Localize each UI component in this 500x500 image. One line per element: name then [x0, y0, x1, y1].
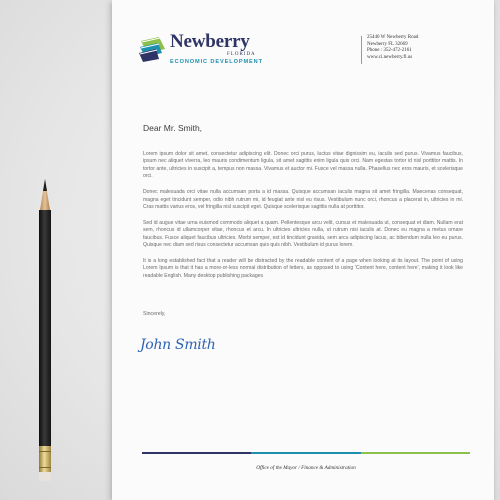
logo-tagline: ECONOMIC DEVELOPMENT: [170, 59, 263, 65]
contact-website: www.ci.newberry.fl.us: [367, 54, 413, 60]
footer-color-bar: [142, 452, 470, 454]
letter-paragraph: Donec malesuada orci vitae nulla accumsan porta a id massa. Quisque accumsan iaculis magna sit amet fringilla. Maecenas consequat, magna eget tincidunt semper, odio nibh rutrum mi, id feugiat ante nisl eu risus. Vestibulum nunc orci, rhoncus a placerat in, ultricies in mi. Cras mattis varius eros, vel fringilla nisl suscipit eget. Quisque scelerisque sagittis nulla at porttitor.: [143, 189, 463, 210]
contact-block: [367, 35, 418, 61]
footer-bar-green: [361, 452, 470, 454]
letter-body: [143, 151, 463, 289]
newberry-logo-mark-icon: [139, 35, 167, 63]
footer-bar-teal: [251, 452, 360, 454]
footer-department: Office of the Mayor / Finance & Administration: [256, 465, 356, 471]
letter-salutation: Dear Mr. Smith,: [143, 123, 203, 133]
contact-address-line1: 25440 W Newberry Road: [367, 35, 419, 40]
contact-phone: Phone : 352-472-2161: [367, 48, 412, 53]
letter-paragraph: Lorem ipsum dolor sit amet, consectetur adipiscing elit. Donec orci purus, luctus vitae dignissim eu, iaculis sed purus. Vivamus faucibus, ipsum nec aliquet viverra, leo mauris condimentum ligula, sit amet sagittis enim ligula quis orci. Nam egestas tortor id nisl porttitor mattis. In tortor ante, ultricies in suscipit a, tempus non massa. Vivamus et auctor mi. Fusce vel massa nulla. Phasellus nec eros mauris, et scelerisque orci.: [143, 151, 463, 180]
pencil-icon: [30, 176, 60, 486]
letter-paragraph: Sed id augue vitae urna euismod commodo aliquet a quam. Pellentesque arcu velit, cursus et malesuada ut, consequat et diam. Nullam erat sem, rhoncus id ullamcorper vitae, rhoncus et arcu. In ultricies ultricies nulla, ut rutrum nisi iaculis at. Donec eu magna a metus ornare faucibus. Fusce aliquet faucibus ultricies. Morbi semper, est id tincidunt gravida, sem arcu adipiscing lacus, ac bibendum nulla leo eu purus. Quisque nec diam sed risus consectetur accumsan quis quis nibh. Vestibulum id purus lorem.: [143, 219, 463, 249]
newberry-logo: [139, 33, 264, 67]
letter-paragraph: It is a long established fact that a reader will be distracted by the readable content of a page when looking at its layout. The point of using Lorem Ipsum is that it has a more-or-less normal distribution of letters, as opposed to using 'Content here, content here', making it look like readable English. Many desktop publishing packages: [143, 257, 463, 279]
handwritten-signature: John Smith: [140, 337, 216, 353]
letterhead-sheet: [112, 0, 494, 500]
logo-state: FLORIDA: [227, 52, 256, 57]
logo-brand-name: Newberry: [170, 31, 250, 52]
footer-bar-navy: [142, 452, 251, 454]
letter-closing: Sincerely,: [143, 311, 166, 317]
contact-address-line2: Newberry FL 32669: [367, 41, 408, 47]
contact-divider: [361, 36, 362, 64]
